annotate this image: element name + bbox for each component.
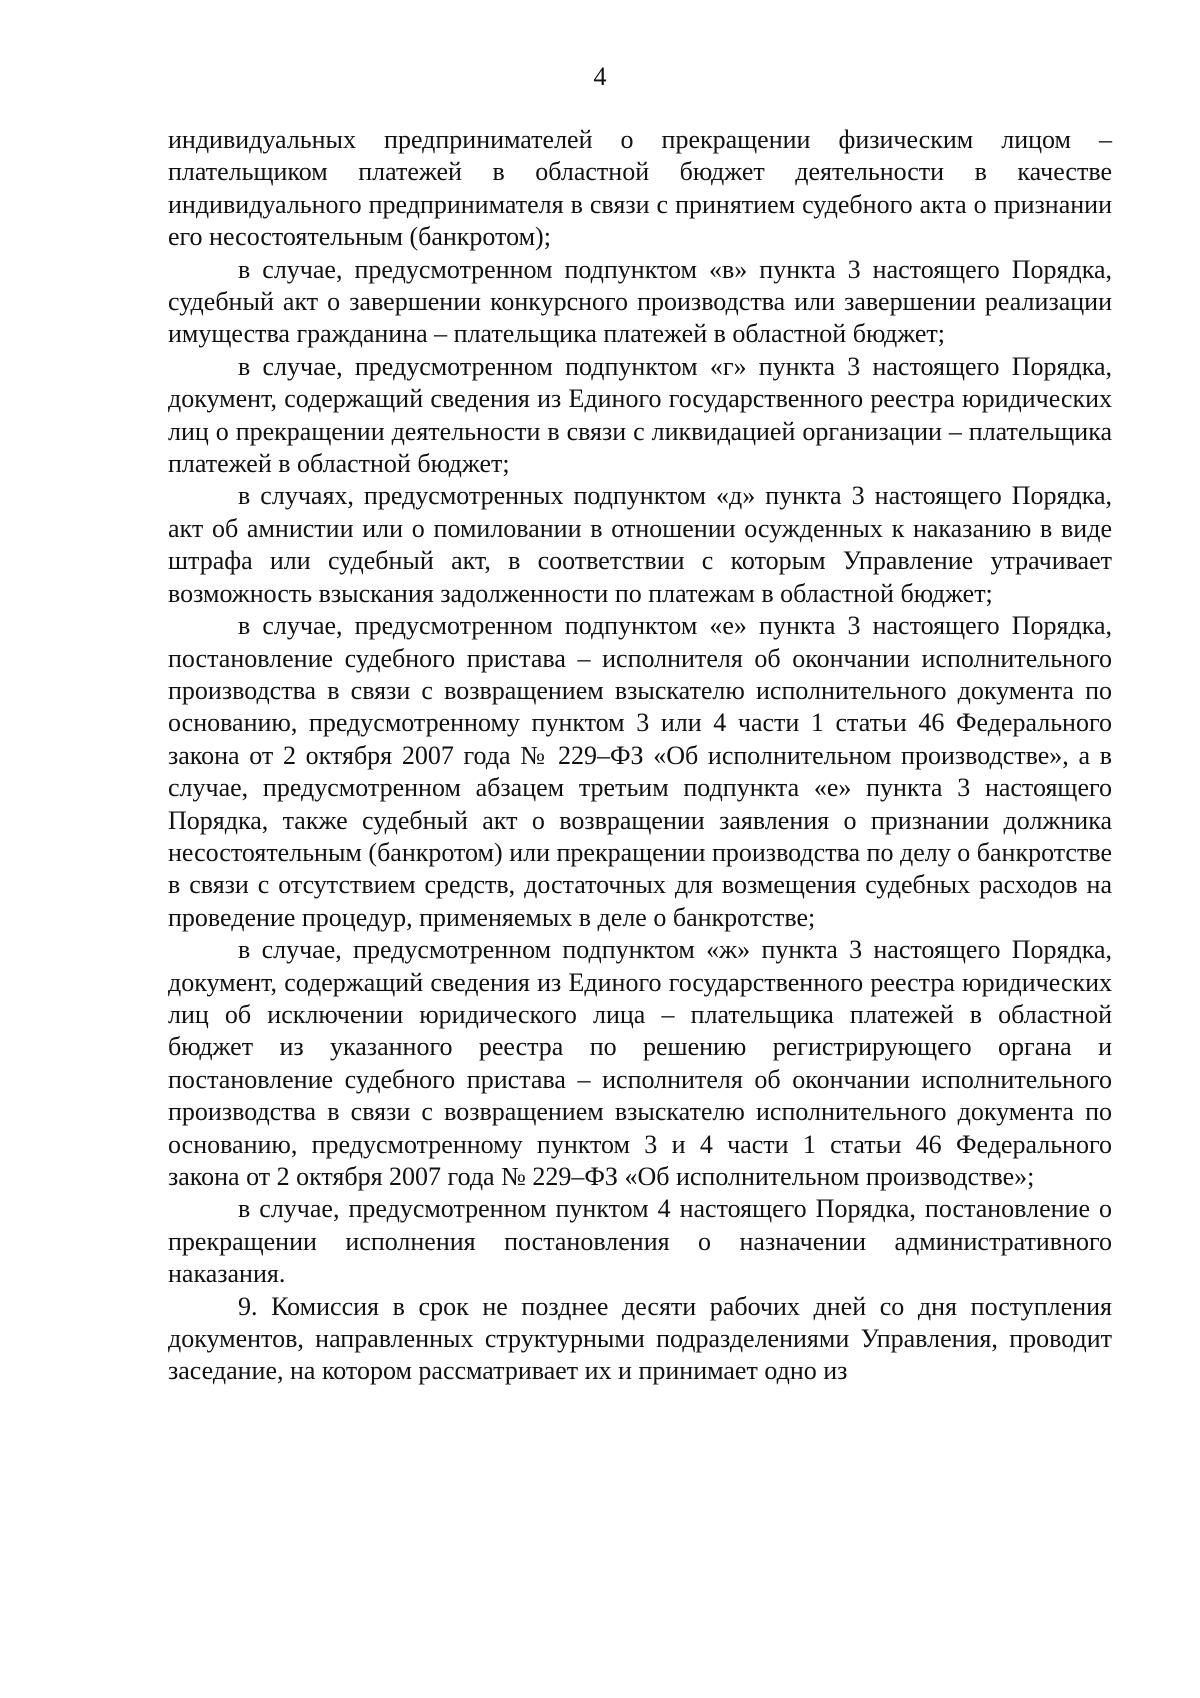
paragraph-item-4: в случае, предусмотренном пунктом 4 настоящего Порядка, постановление о прекращении исполнения постановления о назначении административного наказания. <box>168 1194 1112 1289</box>
page-number: 4 <box>593 62 607 91</box>
paragraph-subitem-d: в случаях, предусмотренных подпунктом «д» пункта 3 настоящего Порядка, акт об амнистии или о помиловании в отношении осужденных к наказанию в виде штрафа или судебный акт, в соответствии с которым Управление утрачивает возможность взыскания задолженности по платежам в областной бюджет; <box>168 481 1112 608</box>
paragraph-subitem-e: в случае, предусмотренном подпунктом «е» пункта 3 настоящего Порядка, постановление судебного пристава – исполнителя об окончании исполнительного производства в связи с возвращением взыскателю исполнительного документа по основанию, предусмотренному пунктом 3 или 4 части 1 статьи 46 Федерального закона от 2 октября 2007 года № 229–ФЗ «Об исполнительном производстве», а в случае, предусмотренном абзацем третьим подпункта «е» пункта 3 настоящего Порядка, также судебный акт о возвращении заявления о признании должника несостоятельным (банкротом) или прекращении производства по делу о банкротстве в связи с отсутствием средств, достаточных для возмещения судебных расходов на проведение процедур, применяемых в деле о банкротстве; <box>168 611 1112 932</box>
document-body <box>168 124 1112 1388</box>
paragraph-subitem-g: в случае, предусмотренном подпунктом «г» пункта 3 настоящего Порядка, документ, содержащий сведения из Единого государственного реестра юридических лиц о прекращении деятельности в связи с ликвидацией организации – плательщика платежей в областной бюджет; <box>168 351 1112 479</box>
paragraph-subitem-v: в случае, предусмотренном подпунктом «в» пункта 3 настоящего Порядка, судебный акт о завершении конкурсного производства или завершении реализации имущества гражданина – плательщика платежей в областной бюджет; <box>168 254 1112 349</box>
paragraph-clause-9: 9. Комиссия в срок не позднее десяти рабочих дней со дня поступления документов, направленных структурными подразделениями Управления, проводит заседание, на котором рассматривает их и принимает одно из <box>168 1291 1112 1386</box>
paragraph-continuation: индивидуальных предпринимателей о прекращении физическим лицом – плательщиком платежей в областной бюджет деятельности в качестве индивидуального предпринимателя в связи с принятием судебного акта о признании его несостоятельным (банкротом); <box>168 125 1112 252</box>
paragraph-subitem-zh: в случае, предусмотренном подпунктом «ж» пункта 3 настоящего Порядка, документ, содержащий сведения из Единого государственного реестра юридических лиц об исключении юридического лица – плательщика платежей в областной бюджет из указанного реестра по решению регистрирующего органа и постановление судебного пристава – исполнителя об окончании исполнительного производства в связи с возвращением взыскателю исполнительного документа по основанию, предусмотренному пунктом 3 и 4 части 1 статьи 46 Федерального закона от 2 октября 2007 года № 229–ФЗ «Об исполнительном производстве»; <box>168 935 1112 1191</box>
